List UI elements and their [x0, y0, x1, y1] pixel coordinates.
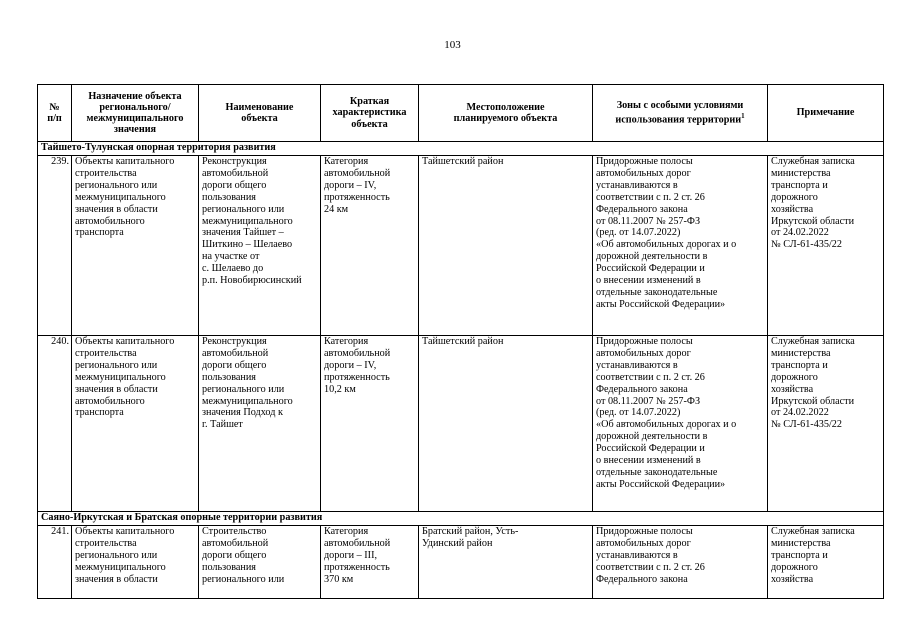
row-name: Реконструкция автомобильной дороги общего пользования регионального или межмуниципального значения Тайшет – Шиткино – Шелаево на участке от с. Шелаево до р.п. Новобирюсинский: [199, 156, 321, 336]
row-location: Тайшетский район: [419, 336, 593, 512]
row-characteristic: Категория автомобильной дороги – IV, протяженность 24 км: [321, 156, 419, 336]
footnote-mark: 1: [741, 112, 745, 121]
header-number: № п/п: [38, 85, 72, 142]
row-zones: Придорожные полосы автомобильных дорог устанавливаются в соответствии с п. 2 ст. 26 Федерального закона от 08.11.2007 № 257-ФЗ (ред. от 14.07.2022) «Об автомобильных дорогах и о дорожной деятельности в Российской Федерации и о внесении изменений в отдельные законодательные акты Российской Федерации»: [593, 336, 768, 512]
row-name: Строительство автомобильной дороги общего пользования регионального или: [199, 526, 321, 599]
row-characteristic: Категория автомобильной дороги – III, протяженность 370 км: [321, 526, 419, 599]
row-purpose: Объекты капитального строительства регионального или межмуниципального значения в области автомобильного транспорта: [72, 156, 199, 336]
section-row: [38, 142, 884, 156]
page-number: 103: [444, 39, 461, 51]
header-characteristic: Краткая характеристика объекта: [321, 85, 419, 142]
section-title: Тайшето-Тулунская опорная территория развития: [38, 142, 884, 156]
row-characteristic: Категория автомобильной дороги – IV, протяженность 10,2 км: [321, 336, 419, 512]
header-location: Местоположение планируемого объекта: [419, 85, 593, 142]
row-name: Реконструкция автомобильной дороги общего пользования регионального или межмуниципального значения Подход к г. Тайшет: [199, 336, 321, 512]
row-purpose: Объекты капитального строительства регионального или межмуниципального значения в области: [72, 526, 199, 599]
row-number: 239.: [38, 156, 72, 336]
objects-table: [37, 84, 884, 599]
table-row: [38, 156, 884, 336]
section-row: [38, 512, 884, 526]
row-purpose: Объекты капитального строительства регионального или межмуниципального значения в области автомобильного транспорта: [72, 336, 199, 512]
table-row: [38, 336, 884, 512]
header-name: Наименование объекта: [199, 85, 321, 142]
row-note: Служебная записка министерства транспорта и дорожного хозяйства: [768, 526, 884, 599]
header-note: Примечание: [768, 85, 884, 142]
header-zones: [593, 85, 768, 142]
table-row: [38, 526, 884, 599]
header-purpose: Назначение объекта регионального/ межмуниципального значения: [72, 85, 199, 142]
table-header-row: [38, 85, 884, 142]
row-location: Тайшетский район: [419, 156, 593, 336]
header-zones-text: Зоны с особыми условиями использования территории: [615, 100, 744, 126]
row-location: Братский район, Усть- Удинский район: [419, 526, 593, 599]
row-note: Служебная записка министерства транспорта и дорожного хозяйства Иркутской области от 24.02.2022 № СЛ-61-435/22: [768, 336, 884, 512]
row-number: 240.: [38, 336, 72, 512]
section-title: Саяно-Иркутская и Братская опорные территории развития: [38, 512, 884, 526]
row-number: 241.: [38, 526, 72, 599]
row-note: Служебная записка министерства транспорта и дорожного хозяйства Иркутской области от 24.02.2022 № СЛ-61-435/22: [768, 156, 884, 336]
row-zones: Придорожные полосы автомобильных дорог устанавливаются в соответствии с п. 2 ст. 26 Федерального закона: [593, 526, 768, 599]
row-zones: Придорожные полосы автомобильных дорог устанавливаются в соответствии с п. 2 ст. 26 Федерального закона от 08.11.2007 № 257-ФЗ (ред. от 14.07.2022) «Об автомобильных дорогах и о дорожной деятельности в Российской Федерации и о внесении изменений в отдельные законодательные акты Российской Федерации»: [593, 156, 768, 336]
